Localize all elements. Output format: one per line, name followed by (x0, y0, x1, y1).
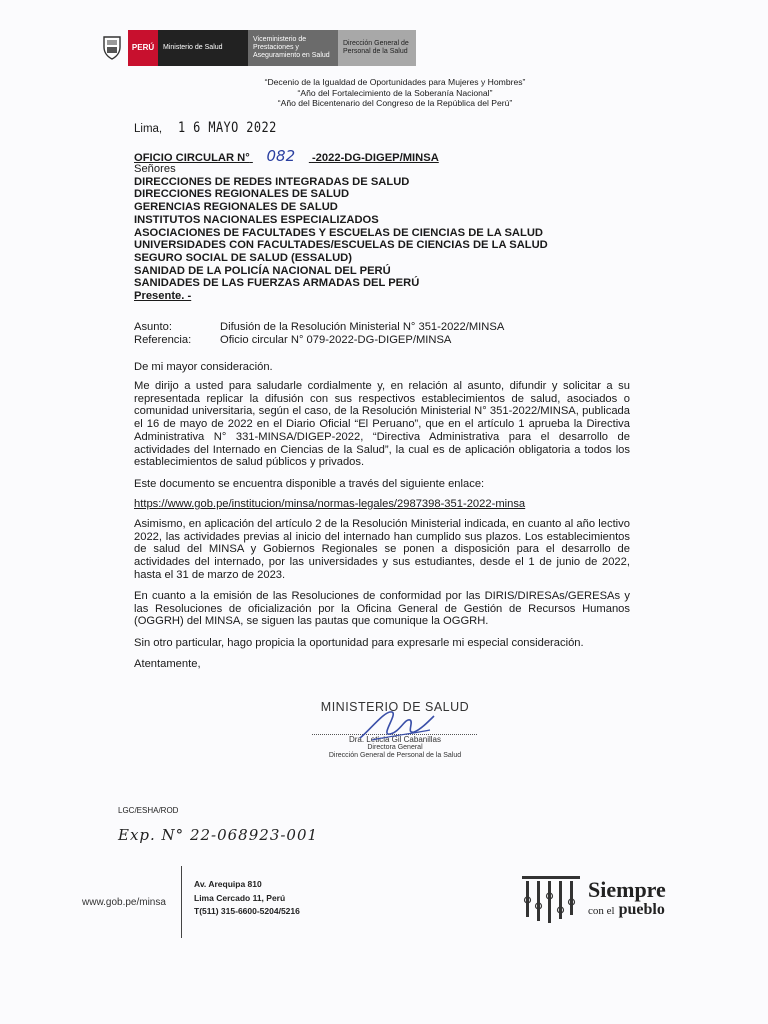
letterhead (100, 30, 416, 66)
coat-of-arms-icon (100, 30, 124, 64)
expediente-number: Exp. N° 22-068923-001 (118, 826, 319, 844)
footer-website: www.gob.pe/minsa (82, 897, 166, 908)
date-line (134, 120, 294, 136)
paragraph-2: Este documento se encuentra disponible a través del siguiente enlace: (134, 478, 485, 490)
slogan-con-el: con el (588, 904, 615, 917)
footer-address (194, 878, 300, 919)
subject-block (134, 321, 630, 346)
address-line: Av. Arequipa 810 (194, 879, 262, 889)
footer-divider (181, 866, 182, 938)
handwritten-number: 082 (266, 147, 296, 165)
columns-logo-icon (520, 872, 582, 926)
ministry-stamp: MINISTERIO DE SALUD (320, 700, 470, 714)
slogan-logo (520, 872, 666, 926)
date-stamp: 1 6 MAYO 2022 (178, 120, 277, 136)
year-line: “Año del Fortalecimiento de la Soberanía Nacional” (297, 87, 493, 98)
signer-office: Dirección General de Personal de la Salud (328, 752, 462, 759)
addressee: INSTITUTOS NACIONALES ESPECIALIZADOS (134, 213, 379, 226)
oficio-suffix: -2022-DG-DIGEP/MINSA (311, 152, 439, 164)
addressee: UNIVERSIDADES CON FACULTADES/ESCUELAS DE CIENCIAS DE LA SALUD (134, 239, 548, 252)
handwritten-signature-icon (350, 700, 440, 748)
year-line: “Año del Bicentenario del Congreso de la República del Perú” (277, 98, 513, 108)
signer-name: Dra. Leticia Gil Cabanillas (348, 735, 442, 744)
addressee: DIRECCIONES REGIONALES DE SALUD (134, 188, 350, 201)
slogan-line-1: Siempre (588, 876, 666, 902)
referencia-value: Oficio circular N° 079-2022-DG-DIGEP/MINSA (220, 333, 452, 346)
official-year-names (240, 77, 550, 109)
addressee: GERENCIAS REGIONALES DE SALUD (134, 201, 338, 214)
slogan-line-2 (588, 901, 666, 920)
addressee: ASOCIACIONES DE FACULTADES Y ESCUELAS DE CIENCIAS DE LA SALUD (134, 226, 544, 239)
asunto-row (134, 321, 630, 334)
slogan-pueblo: pueblo (618, 900, 665, 918)
decade-line: “Decenio de la Igualdad de Oportunidades para Mujeres y Hombres” (264, 77, 526, 87)
addressee: DIRECCIONES DE REDES INTEGRADAS DE SALUD (134, 175, 410, 188)
referencia-row (134, 334, 630, 347)
resolution-link[interactable]: https://www.gob.pe/institucion/minsa/normas-legales/2987398-351-2022-minsa (134, 498, 526, 510)
initials-reference: LGC/ESHA/ROD (118, 806, 179, 815)
peru-label: PERÚ (128, 30, 158, 66)
addressee: SEGURO SOCIAL DE SALUD (ESSALUD) (134, 251, 352, 264)
direction-label: Dirección General de Personal de la Salud (338, 30, 416, 66)
closing: Atentamente, (134, 658, 201, 670)
asunto-label: Asunto: (134, 321, 172, 333)
link-line (134, 498, 630, 511)
salutation: Señores (134, 163, 176, 175)
paragraph-3: Asimismo, en aplicación del artículo 2 de la Resolución Ministerial indicada, en cuanto al año lectivo 2022, las actividades previas al inicio del internado han cumplido sus plazos. Los establecimientos de salud del MINSA y Gobiernos Regionales se ponen a disposición para el desarrollo de actividades del internado, por las universidades y sus estudiantes, desde el 1 de junio de 2022, hasta el 31 de marzo de 2023. (134, 518, 630, 581)
referencia-label: Referencia: (134, 333, 192, 346)
greeting: De mi mayor consideración. (134, 361, 273, 373)
presente: Presente. - (134, 290, 192, 303)
address-line: T(511) 315-6600-5204/5216 (194, 906, 300, 916)
addressee: SANIDAD DE LA POLICÍA NACIONAL DEL PERÚ (134, 264, 391, 277)
oficio-prefix: OFICIO CIRCULAR N° (134, 152, 250, 164)
viceministry-label: Viceministerio de Prestaciones y Aseguramiento en Salud (248, 30, 338, 66)
signer-role: Directora General (367, 744, 423, 751)
city: Lima, (134, 123, 163, 135)
paragraph-1: Me dirijo a usted para saludarle cordialmente y, en relación al asunto, difundir y solicitar a su representada replicar la difusión con sus respectivos establecimientos de salud, asociados o comunidad universitaria, según el caso, de la Resolución Ministerial N° 351-2022/MINSA, publicada el 16 de mayo de 2022 en el Diario Oficial “El Peruano”, que en el artículo 1 aprueba la Directiva Administrativa N° 331-MINSA/DIGEP-2022, “Directiva Administrativa para el desarrollo de actividades del Internado en Ciencias de la Salud”, la cual es de aplicación obligatoria a todos los establecimientos de salud públicos y privados. (134, 380, 630, 469)
signature-block (300, 700, 490, 760)
addressee: SANIDADES DE LAS FUERZAS ARMADAS DEL PERÚ (134, 277, 420, 290)
addressees (134, 163, 630, 303)
address-line: Lima Cercado 11, Perú (194, 892, 286, 903)
paragraph-5: Sin otro particular, hago propicia la oportunidad para expresarle mi especial consideración. (134, 637, 584, 649)
slogan-text (588, 876, 666, 920)
paragraph-4: En cuanto a la emisión de las Resoluciones de conformidad por las DIRIS/DIRESAs/GERESAs y las Resoluciones de oficialización por la Oficina General de Gestión de Recursos Humanos (OGGRH) del MINSA, se siguen las pautas que comunique la OGGRH. (134, 590, 630, 628)
asunto-value: Difusión de la Resolución Ministerial N° 351-2022/MINSA (220, 321, 505, 333)
ministry-label: Ministerio de Salud (158, 30, 248, 66)
